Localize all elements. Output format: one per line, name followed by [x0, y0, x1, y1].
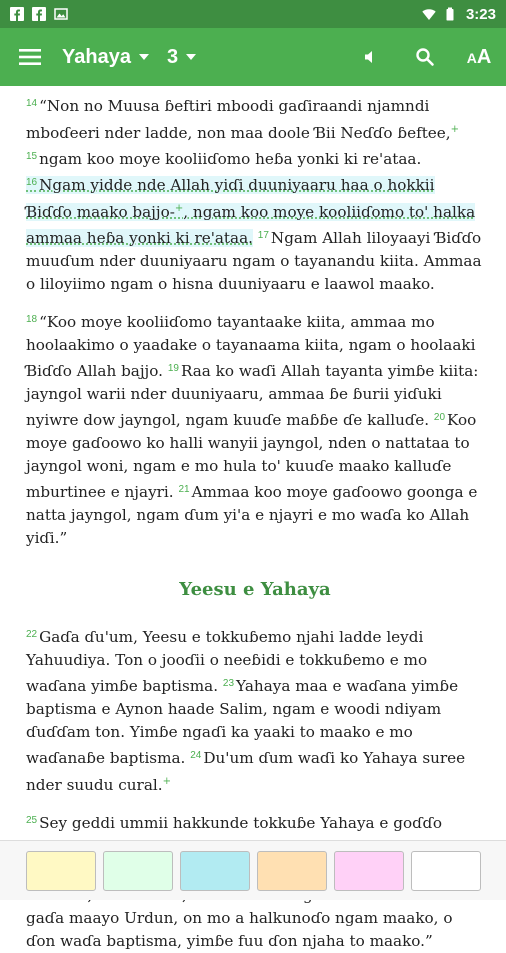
chevron-down-icon [139, 54, 149, 60]
verse-number: 25 [26, 815, 38, 826]
verse-text: “Non no Muusa ɓeftiri mboodi gaɗiraandi njamndi mboɗeeri nder ladde, non maa doole Ɓii Neɗɗo ɓeftee, [26, 97, 451, 142]
verse-number: 17 [257, 230, 269, 241]
app-bar [0, 28, 506, 86]
verse-text: Ammaa koo moye gaɗoowo goonga e natta jayngol, ngam ɗum yi'a e njayri e mo waɗa ko Allah yiɗi.” [26, 483, 478, 547]
chapter-text[interactable] [0, 86, 506, 950]
image-icon [54, 7, 68, 21]
book-selector[interactable] [62, 46, 149, 69]
verse-text: Sey geddi ummii hakkunde tokkuɓe Yahaya e goɗɗo [39, 814, 442, 832]
facebook-icon [10, 7, 24, 21]
paragraph [26, 623, 484, 797]
book-name: Yahaya [62, 45, 131, 68]
menu-button[interactable] [0, 28, 60, 86]
footnote-marker[interactable]: + [162, 776, 171, 787]
highlight-color-palette [0, 840, 506, 900]
verse-number: 15 [26, 151, 38, 162]
highlight-swatch-clear[interactable] [411, 851, 481, 891]
verse-text: gaɗa maayo Urdun, on mo a halkunoɗo ngam maako, o ɗon waɗa baptisma, yimɓe fuu ɗon njaha to maako.” [26, 909, 453, 950]
paragraph [26, 308, 484, 550]
verse-number: 19 [167, 363, 179, 374]
verse-text: Yahaya maa e waɗana yimɓe baptisma e Aynon haade Salim, ngam e woodi ndiyam ɗuɗɗam ton. Yimɓe ngaɗi ka yaaki to maako e mo waɗanaɓe baptisma. [26, 677, 459, 767]
verse-number: 22 [26, 629, 38, 640]
status-system-icons [422, 6, 496, 23]
hamburger-menu-icon [19, 48, 41, 66]
verse-number: 21 [178, 484, 190, 495]
chevron-down-icon [186, 54, 196, 60]
footnote-marker[interactable]: + [174, 203, 184, 214]
highlight-swatch-mint[interactable] [103, 851, 173, 891]
wifi-icon [422, 7, 436, 21]
status-time: 3:23 [465, 5, 496, 23]
paragraph [26, 92, 484, 296]
highlight-swatch-yellow[interactable] [26, 851, 96, 891]
verse-number: 24 [190, 750, 202, 761]
audio-button[interactable] [344, 28, 398, 86]
highlight-swatch-pink[interactable] [334, 851, 404, 891]
highlight-swatch-cyan[interactable] [180, 851, 250, 891]
verse-text: Gaɗa ɗu'um, Yeesu e tokkuɓemo njahi ladde leydi Yahuudiya. Ton o jooɗii o neeɓidi e tokkuɓemo e mo waɗana yimɓe baptisma. [26, 628, 428, 695]
verse-number: 23 [222, 678, 235, 689]
section-heading: Yeesu e Yahaya [179, 579, 331, 600]
verse-text: Raa ko waɗi Allah tayanta yimɓe kiita: jayngol warii nder duuniyaaru, ammaa ɓe ɓurii yiɗuki nyiwre dow jayngol, ngam kuuɗe maɓɓe ɗe kalluɗe. [26, 362, 479, 429]
verse-number: 14 [26, 98, 38, 109]
verse-text: Ngam yidde nde Allah yiɗi duuniyaaru haa o hokkii Ɓiɗɗo maako bajjo- [26, 176, 435, 221]
battery-icon [444, 7, 458, 21]
text-size-icon: AA [466, 45, 492, 68]
status-bar [0, 0, 506, 28]
verse-text: , ngam koo moye kooliiɗomo to' halka ammaa heɓa yonki ki re'ataa. [26, 203, 476, 247]
verse-number: 16 [26, 177, 38, 188]
verse-text: ngam koo moye kooliiɗomo heɓa yonki ki re'ataa. [39, 150, 422, 168]
status-notification-icons [10, 7, 68, 21]
app-bar-actions [344, 28, 506, 86]
search-button[interactable] [398, 28, 452, 86]
verse-text: Koo moye gaɗoowo ko halli wanyii jayngol, nden o nattataa to jayngol woni, ngam e mo hula to' kuuɗe maako kalluɗe mburtinee e njayri. [26, 411, 477, 501]
highlight-swatch-orange[interactable] [257, 851, 327, 891]
facebook-icon [32, 7, 46, 21]
volume-icon [362, 48, 380, 66]
text-size-button[interactable] [452, 28, 506, 86]
verse-text: Ngam Allah liloyaayi Ɓiɗɗo muuɗum nder duuniyaaru ngam o tayanandu kiita. Ammaa o liloyiimo ngam o hisna duuniyaaru e laawol maako. [26, 229, 482, 293]
chapter-number: 3 [166, 45, 179, 68]
footnote-marker[interactable]: + [450, 124, 460, 135]
chapter-selector[interactable] [167, 46, 196, 69]
search-icon [415, 47, 435, 67]
verse-number: 18 [26, 314, 38, 325]
verse-number: 20 [433, 412, 446, 423]
verse-text: Du'um ɗum waɗi ko Yahaya suree nder suudu cural. [26, 749, 466, 794]
verse-text: “Koo moye kooliiɗomo tayantaake kiita, ammaa mo hoolaakimo o yaadake o tayanaama kiita, ngam o hoolaaki Ɓiɗɗo Allah bajjo. [26, 313, 476, 380]
